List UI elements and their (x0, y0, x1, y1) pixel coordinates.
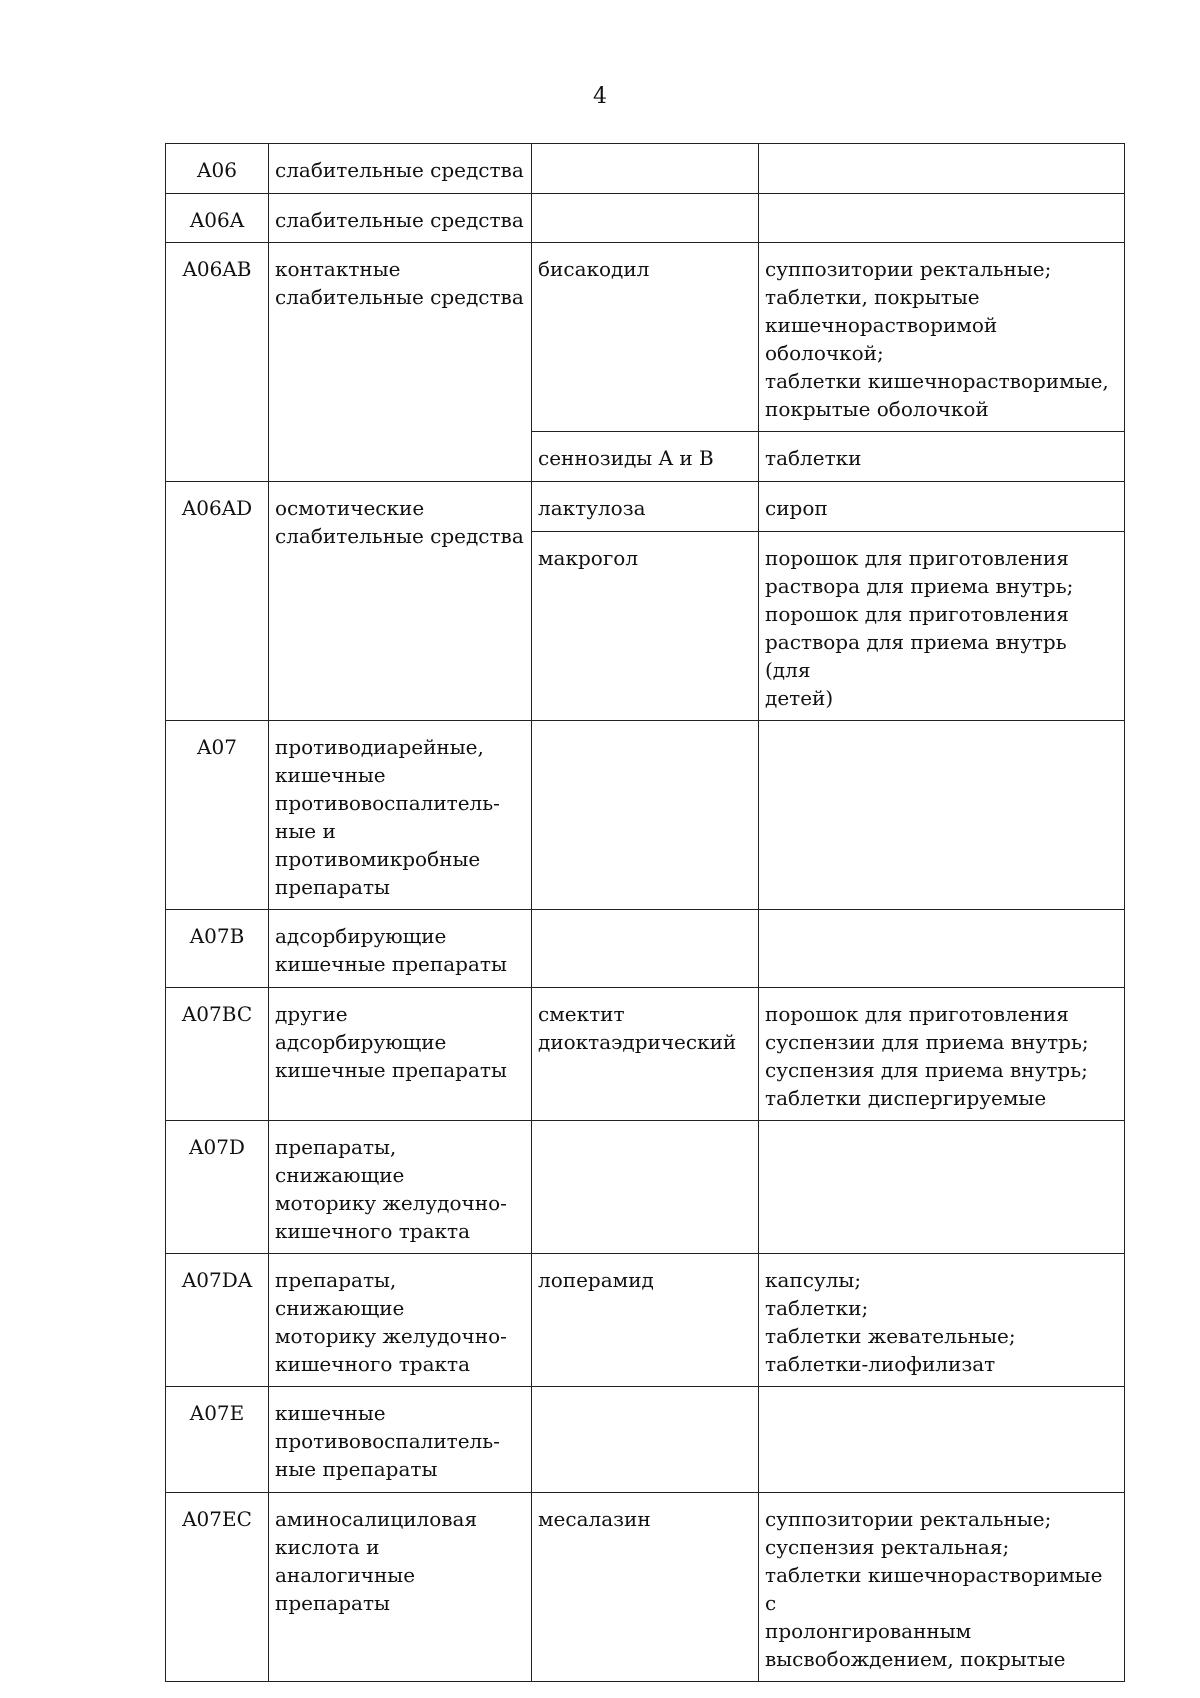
group-cell: противодиарейные, кишечные противовоспалитель- ные и противомикробные препараты (269, 721, 532, 910)
form-cell: суппозитории ректальные; таблетки, покрытые кишечнорастворимой оболочкой; таблетки кишечнорастворимые, покрытые оболочкой (759, 243, 1125, 432)
drug-cell: бисакодил (532, 243, 759, 432)
drug-cell: лоперамид (532, 1254, 759, 1387)
group-cell: препараты, снижающие моторику желудочно- кишечного тракта (269, 1254, 532, 1387)
atc-code-cell: A07B (166, 910, 269, 988)
drug-cell: лактулоза (532, 482, 759, 532)
group-cell: контактные слабительные средства (269, 243, 532, 482)
group-cell: другие адсорбирующие кишечные препараты (269, 988, 532, 1121)
drug-cell (532, 194, 759, 243)
atc-code-cell: A06A (166, 194, 269, 243)
atc-code-cell: A07E (166, 1387, 269, 1493)
group-cell: кишечные противовоспалитель- ные препараты (269, 1387, 532, 1493)
form-cell (759, 721, 1125, 910)
medication-table (165, 143, 1125, 1682)
drug-cell (532, 910, 759, 988)
table-row (166, 482, 1125, 532)
form-cell: порошок для приготовления раствора для приема внутрь; порошок для приготовления раствора для приема внутрь (для детей) (759, 532, 1125, 721)
atc-code-cell: A06AD (166, 482, 269, 721)
drug-cell: смектит диоктаэдрический (532, 988, 759, 1121)
atc-code-cell: A06 (166, 144, 269, 194)
form-cell: сироп (759, 482, 1125, 532)
atc-code-cell: A06AB (166, 243, 269, 482)
atc-code-cell: A07D (166, 1121, 269, 1254)
drug-cell (532, 1121, 759, 1254)
group-cell: адсорбирующие кишечные препараты (269, 910, 532, 988)
form-cell: капсулы; таблетки; таблетки жевательные; таблетки-лиофилизат (759, 1254, 1125, 1387)
atc-code-cell: A07DA (166, 1254, 269, 1387)
group-cell: препараты, снижающие моторику желудочно- кишечного тракта (269, 1121, 532, 1254)
group-cell: слабительные средства (269, 194, 532, 243)
drug-cell (532, 1387, 759, 1493)
table-row (166, 144, 1125, 194)
group-cell: аминосалициловая кислота и аналогичные препараты (269, 1493, 532, 1682)
drug-cell: макрогол (532, 532, 759, 721)
form-cell (759, 144, 1125, 194)
form-cell: суппозитории ректальные; суспензия ректальная; таблетки кишечнорастворимые с пролонгированным высвобождением, покрытые (759, 1493, 1125, 1682)
drug-cell (532, 144, 759, 194)
table-row (166, 1387, 1125, 1493)
table-row (166, 910, 1125, 988)
table-row (166, 1121, 1125, 1254)
form-cell (759, 1121, 1125, 1254)
group-cell: осмотические слабительные средства (269, 482, 532, 721)
drug-cell: месалазин (532, 1493, 759, 1682)
form-cell (759, 1387, 1125, 1493)
form-cell (759, 194, 1125, 243)
table-row (166, 243, 1125, 432)
atc-code-cell: A07 (166, 721, 269, 910)
atc-code-cell: A07BC (166, 988, 269, 1121)
drug-cell: сеннозиды A и B (532, 432, 759, 482)
group-cell: слабительные средства (269, 144, 532, 194)
table-row (166, 721, 1125, 910)
form-cell: таблетки (759, 432, 1125, 482)
table-row (166, 1254, 1125, 1387)
form-cell (759, 910, 1125, 988)
drug-cell (532, 721, 759, 910)
page-number: 4 (593, 84, 607, 109)
atc-code-cell: A07EC (166, 1493, 269, 1682)
form-cell: порошок для приготовления суспензии для приема внутрь; суспензия для приема внутрь; таблетки диспергируемые (759, 988, 1125, 1121)
table-row (166, 988, 1125, 1121)
table-row (166, 194, 1125, 243)
table-row (166, 1493, 1125, 1682)
